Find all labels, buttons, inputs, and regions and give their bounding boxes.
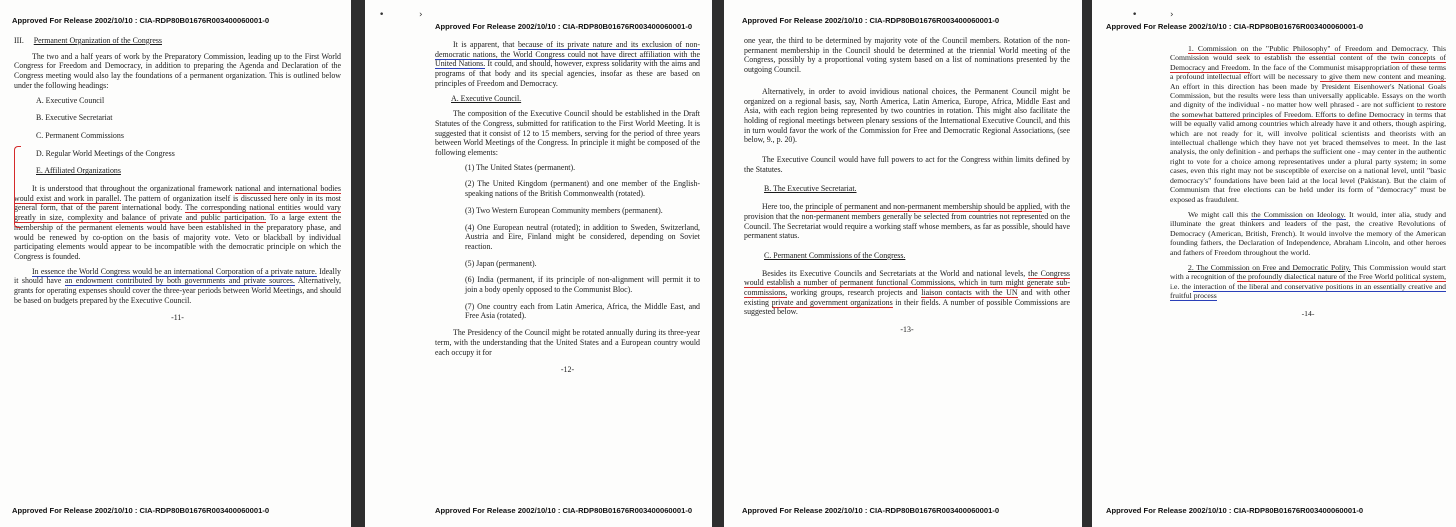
paragraph: The composition of the Executive Council should be established in the Draft Statutes of the Congress, submitted for ratification to the First World Meeting. It is suggested that it consist of 12 to 15 members, serving for the period of three years between World Meetings of the Congress. In principle it might be composed of the following elements:: [435, 109, 700, 158]
paragraph: one year, the third to be determined by majority vote of the Council members. Rotation of the non-permanent membership in the Council should be determined at the triennial World meeting of the Congress, possibly by a proportional voting system based on a list of nominations presented by the outgoing Council.: [744, 36, 1070, 75]
list-item: (5) Japan (permanent).: [465, 258, 537, 268]
paragraph: 1. Commission on the "Public Philosophy" of Freedom and Democracy. This Commission would seek to establish the essential content of the twin concepts of Democracy and Freedom. In the face of the Communist misappropriation of these terms a profound intellectual effort will be necessary to give them new content and meaning. An effort in this direction has been made by President Eisenhower's National Goals Commission, but the results were less than universally applicable. Essays on the worth and dignity of the individual - no matter how well phrased - are not sufficient to restore the somewhat battered principles of Freedom. Efforts to define Democracy in terms that will be equally valid among countries which already have it and others, though aspiring, which are not ready for it, will involve political scientists and theorists with an intellectual challenge which they have not yet braced themselves to meet. In the last analysis, the only definition - and perhaps the sufficient one - may center in the authentic right to vote for a choice among representatives under a plural party system; in some cases, even this right may not be susceptible of exercise on a national level, until "basic democracy's" foundations have been laid at the local level (Pakistan). But the claim of Communism that free elections can be held under its form of "democracy" must be exposed as fraudulent.: [1170, 44, 1446, 204]
document-page-11: [0, 0, 351, 527]
scan-mark: ›: [419, 10, 423, 20]
subsection-heading: B. The Executive Secretariat.: [764, 184, 857, 194]
blue-highlight: interaction of the liberal and conservative positions in an essentially creative and fruitful process: [1170, 281, 1446, 301]
list-item: B. Executive Secretariat: [36, 113, 113, 123]
paragraph: In essence the World Congress would be an international Corporation of a private nature. Ideally it should have an endowment contributed by both governments and private sources. Alternatively, grants for operating expenses should cover the three-year periods between World Meetings, and should be based on budgets prepared by the Executive Council.: [14, 266, 341, 305]
release-header: Approved For Release 2002/10/10 : CIA-RDP80B01676R003400060001-0: [1106, 22, 1364, 31]
release-header: Approved For Release 2002/10/10 : CIA-RDP80B01676R003400060001-0: [12, 16, 270, 25]
red-highlight: liaison contacts with the UN: [921, 288, 1018, 298]
page-body: [14, 36, 341, 497]
red-highlight: principle of permanent and non-permanent membership should be applied,: [805, 202, 1043, 212]
paragraph: It is apparent, that because of its private nature and its exclusion of non-democratic nations, the World Congress could not have direct affiliation with the United Nations. It could, and should, however, express solidarity with the aims and programs of that body and its special agencies, insofar as these are based on principles of Freedom and Democracy.: [435, 40, 700, 88]
blue-highlight: the Commission on Ideology.: [1251, 209, 1346, 219]
paragraph: Alternatively, in order to avoid invidious national choices, the Permanent Council might be organized on a regional basis, say, North America, Latin America, Europe, Africa, Middle East and Asia, with each region being represented by two countries in rotation. This might also facilitate the holding of regional meetings between plenary sessions of the International Executive Council, and this in turn would favor the work of the Commission for Free and Democratic Regional Associations, (see below, 9., p. 20).: [744, 86, 1070, 145]
red-highlight: The corresponding national entities would vary greatly in size, complexity and balance of private and public participation.: [14, 203, 341, 223]
heading-list: [36, 96, 341, 177]
list-item: C. Permanent Commissions: [36, 130, 124, 140]
page-gap: [351, 0, 365, 527]
list-item: (6) India (permanent, if its principle of non-alignment will permit it to join a body openly opposed to the Communist Bloc).: [465, 275, 700, 295]
page-gap: [1082, 0, 1092, 527]
blue-highlight: In essence the World Congress would be an international Corporation of a private nature.: [32, 266, 317, 276]
section-heading: III. Permanent Organization of the Congress: [14, 36, 162, 45]
list-item: (7) One country each from Latin America, Africa, the Middle East, and Free Asia (rotated).: [465, 301, 700, 321]
commission-heading: 2. The Commission on Free and Democratic Polity.: [1188, 262, 1351, 272]
release-footer: Approved For Release 2002/10/10 : CIA-RDP80B01676R003400060001-0: [12, 506, 270, 515]
page-number: -14-: [1301, 308, 1315, 318]
red-highlight: national and international bodies would exist and work in parallel.: [14, 184, 341, 203]
paragraph: We might call this the Commission on Ideology. It would, inter alia, study and illuminate the great thinkers and leaders of the past, the creative Revolutions of Democracy (American, British, French). It would involve the memory of the American founding fathers, the Declaration of Independence, Abraham Lincoln, and other heroes and fathers of Freedom throughout the world.: [1170, 209, 1446, 257]
red-highlight: private and government organizations: [771, 297, 893, 307]
list-item: (2) The United Kingdom (permanent) and one member of the English-speaking nations of the British Commonwealth (rotated).: [465, 179, 700, 199]
page-number: -13-: [900, 325, 914, 335]
scan-mark: ›: [1170, 10, 1174, 20]
paragraph: Here too, the principle of permanent and non-permanent membership should be applied, with the provision that the non-permanent members generally be selected from countries not represented on the Council. The Secretariat would require a working staff whose members, as far as possible, should have permanent status.: [744, 202, 1070, 241]
release-footer: Approved For Release 2002/10/10 : CIA-RDP80B01676R003400060001-0: [435, 506, 693, 515]
list-item: D. Regular World Meetings of the Congress: [36, 148, 175, 158]
paragraph: Besides its Executive Councils and Secretariats at the World and national levels, the Congress would establish a number of permanent functional Commissions, which in turn might generate sub-commissions, working groups, research projects and liaison contacts with the UN and with other existing private and government organizations in their fields. A number of possible Commissions are suggested below.: [744, 268, 1070, 317]
list-item: (1) The United States (permanent).: [465, 162, 576, 172]
paragraph: 2. The Commission on Free and Democratic Polity. This Commission would start with a recognition of the profoundly dialectical nature of the Free World political system, i.e. the interaction of the liberal and conservative positions in an essentially creative and fruitful process: [1170, 262, 1446, 301]
red-highlight: to restore the somewhat battered principles of Freedom. Efforts to define Democracy: [1170, 100, 1446, 119]
section-title: Permanent Organization of the Congress: [33, 36, 162, 45]
page-body: [744, 36, 1070, 497]
release-header: Approved For Release 2002/10/10 : CIA-RDP80B01676R003400060001-0: [742, 16, 1000, 25]
page-body: [435, 40, 700, 497]
release-header: Approved For Release 2002/10/10 : CIA-RDP80B01676R003400060001-0: [435, 22, 693, 31]
page-number: -11-: [171, 313, 184, 323]
subsection-heading: A. Executive Council.: [451, 93, 522, 103]
blue-highlight: an endowment contributed by both governments and private sources.: [64, 276, 295, 286]
paragraph: The two and a half years of work by the Preparatory Commission, leading up to the First World Congress for Freedom and Democracy, in addition to preparing the Agenda and Declaration of the Congress meeting would also lay the foundations of a permanent organization. This is outlined below under the following headings:: [14, 51, 341, 90]
list-item: (3) Two Western European Community members (permanent).: [465, 205, 663, 215]
page-gap: [712, 0, 724, 527]
commission-heading: 1. Commission on the "Public Philosophy" of Freedom and Democracy.: [1188, 44, 1429, 53]
scan-mark: •: [379, 10, 385, 20]
scan-mark: •: [1132, 10, 1138, 20]
red-highlight: to give them new content and meaning.: [1320, 72, 1446, 82]
red-highlight: the profoundly dialectical nature of the Free World political system,: [1236, 272, 1446, 282]
list-item: (4) One European neutral (rotated); in addition to Sweden, Switzerland, Austria and Eire, Finland might be considered, depending on Soviet reaction.: [465, 222, 700, 251]
document-page-12: [365, 0, 712, 527]
subsection-heading: C. Permanent Commissions of the Congress.: [764, 250, 906, 260]
document-page-13: [724, 0, 1082, 527]
release-footer: Approved For Release 2002/10/10 : CIA-RDP80B01676R003400060001-0: [742, 506, 1000, 515]
document-page-14: [1092, 0, 1456, 527]
paragraph: It is understood that throughout the organizational framework national and international bodies would exist and work in parallel. The pattern of organization itself is discussed here only in its most general form, that of the parent international body. The corresponding national entities would vary greatly in size, complexity and balance of private and public participation. To a large extent the membership of the permanent elements would have been established in the preparatory phase, and would be renewed by co-option on the basis of majority vote. Veto or blackball by individual participating elements would appear to be incompatible with the democratic principle on which the Congress is founded.: [14, 184, 341, 261]
red-highlight: the Congress would establish a number of permanent functional Commissions, which in turn might generate sub-commissions,: [744, 268, 1070, 298]
red-highlight: twin concepts of Democracy and Freedom.: [1170, 53, 1446, 72]
paragraph: The Executive Council would have full powers to act for the Congress within limits defined by the Statutes.: [744, 155, 1070, 174]
page-body: [1170, 44, 1446, 497]
blue-highlight: because of its private nature and its exclusion of non-democratic nations, the World Congress could not have direct affiliation with the United Nations.: [435, 40, 700, 69]
release-footer: Approved For Release 2002/10/10 : CIA-RDP80B01676R003400060001-0: [1106, 506, 1364, 515]
list-item: A. Executive Council: [36, 95, 105, 105]
member-list: [435, 163, 700, 321]
page-number: -12-: [560, 365, 575, 375]
list-item: E. Affiliated Organizations: [36, 166, 121, 176]
paragraph: The Presidency of the Council might be rotated annually during its three-year term, with the understanding that the United States and a European country would each occupy it for: [435, 328, 700, 357]
red-bracket-mark: [14, 146, 21, 228]
